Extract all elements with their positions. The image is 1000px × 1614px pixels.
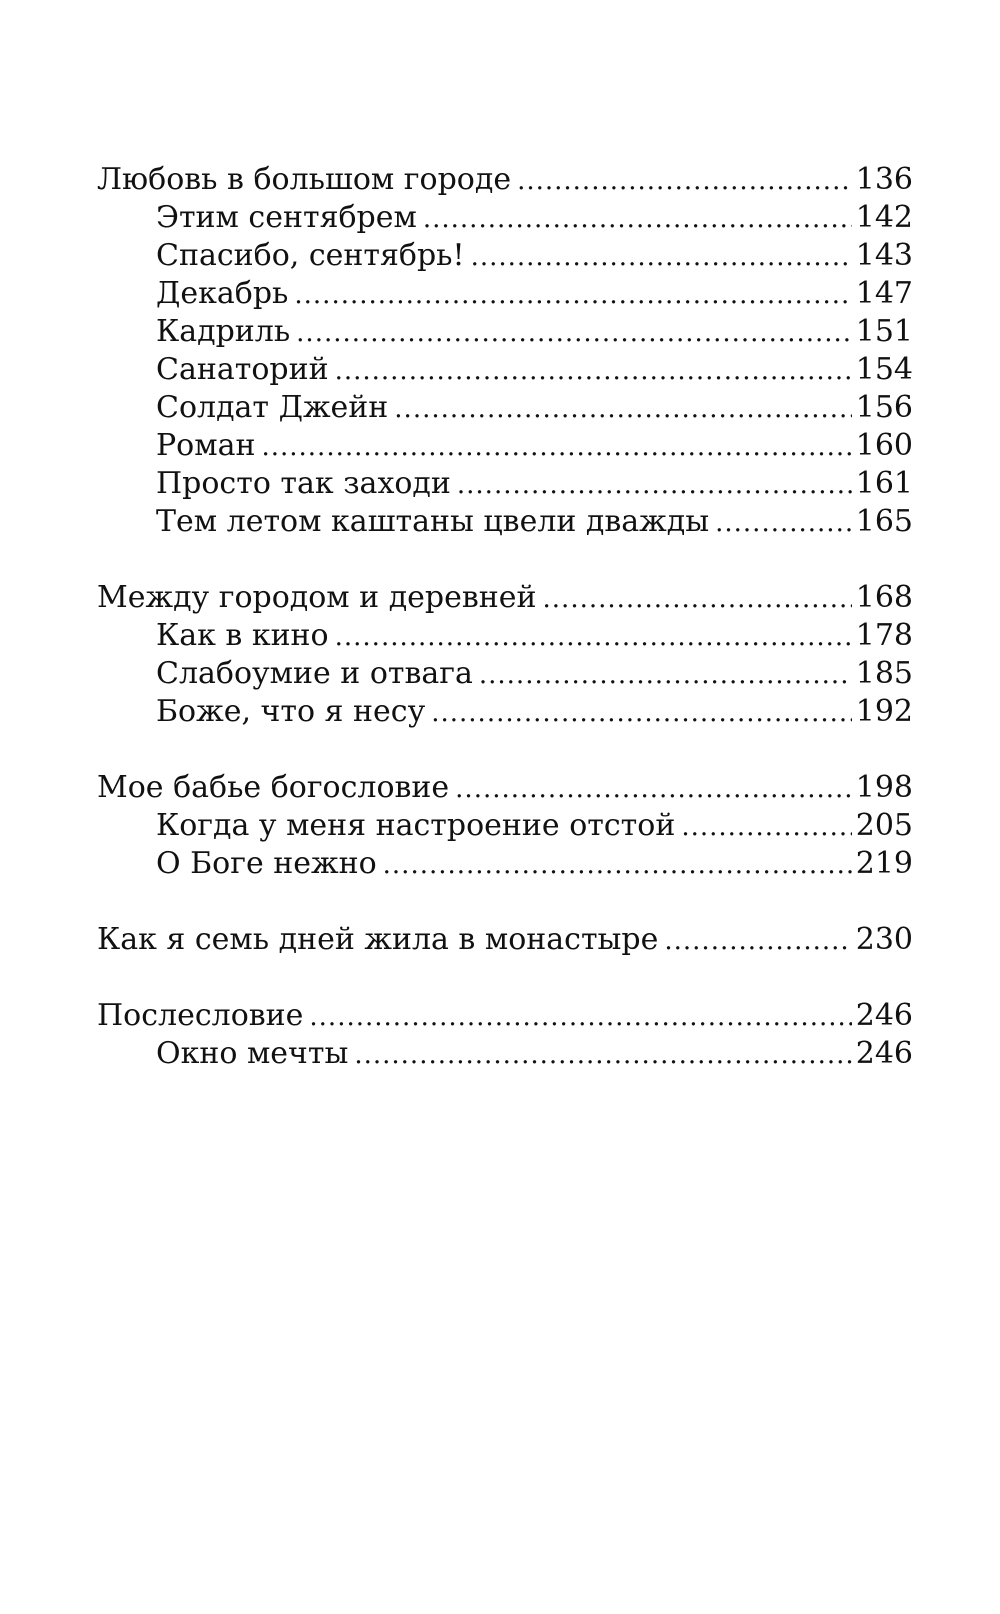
- toc-entry-title: О Боге нежно: [156, 846, 377, 881]
- toc-entry-page-number: 160: [855, 428, 913, 463]
- toc-entry-title: Боже, что я несу: [156, 694, 426, 729]
- toc-subentry[interactable]: [97, 1035, 913, 1073]
- dot-leader: [296, 314, 852, 352]
- toc-subentry[interactable]: [97, 389, 913, 427]
- toc-entry-page-number: 230: [855, 922, 913, 957]
- toc-section-monastery: [97, 921, 913, 959]
- toc-entry-title: Когда у меня настроение отстой: [156, 808, 676, 843]
- table-of-contents: [97, 161, 913, 1111]
- dot-leader: [479, 656, 852, 694]
- toc-chapter-entry[interactable]: [97, 769, 913, 807]
- dot-leader: [335, 618, 852, 656]
- toc-entry-title: Декабрь: [156, 276, 289, 311]
- toc-entry-page-number: 219: [855, 846, 913, 881]
- dot-leader: [543, 580, 852, 618]
- dot-leader: [309, 998, 851, 1036]
- dot-leader: [664, 922, 851, 960]
- toc-entry-page-number: 168: [855, 580, 913, 615]
- toc-subentry[interactable]: [97, 617, 913, 655]
- toc-subentry[interactable]: [97, 313, 913, 351]
- toc-entry-page-number: 178: [855, 618, 913, 653]
- toc-entry-title: Кадриль: [156, 314, 291, 349]
- toc-section-between-city-and-village: [97, 579, 913, 731]
- toc-entry-title: Слабоумие и отвага: [156, 656, 473, 691]
- toc-subentry[interactable]: [97, 427, 913, 465]
- toc-subentry[interactable]: [97, 807, 913, 845]
- toc-section-afterword: [97, 997, 913, 1073]
- toc-entry-title: Спасибо, сентябрь!: [156, 238, 465, 273]
- toc-entry-page-number: 143: [855, 238, 913, 273]
- toc-section-theology: [97, 769, 913, 883]
- dot-leader: [431, 694, 852, 732]
- dot-leader: [383, 846, 852, 884]
- dot-leader: [471, 238, 852, 276]
- toc-entry-title: Санаторий: [156, 352, 329, 387]
- dot-leader: [354, 1036, 851, 1074]
- toc-chapter-entry[interactable]: [97, 161, 913, 199]
- toc-subentry[interactable]: [97, 199, 913, 237]
- dot-leader: [394, 390, 851, 428]
- toc-entry-title: Мое бабье богословие: [97, 770, 450, 805]
- toc-subentry[interactable]: [97, 845, 913, 883]
- toc-entry-title: Этим сентябрем: [156, 200, 417, 235]
- toc-entry-page-number: 156: [855, 390, 913, 425]
- toc-entry-page-number: 198: [855, 770, 913, 805]
- toc-entry-page-number: 205: [855, 808, 913, 843]
- toc-subentry[interactable]: [97, 465, 913, 503]
- toc-entry-page-number: 136: [855, 162, 913, 197]
- toc-entry-title: Просто так заходи: [156, 466, 451, 501]
- toc-section-love-in-big-city: [97, 161, 913, 541]
- toc-entry-title: Окно мечты: [156, 1036, 349, 1071]
- toc-chapter-entry[interactable]: [97, 997, 913, 1035]
- toc-subentry[interactable]: [97, 693, 913, 731]
- toc-entry-title: Как в кино: [156, 618, 329, 653]
- dot-leader: [335, 352, 852, 390]
- dot-leader: [423, 200, 852, 238]
- dot-leader: [681, 808, 851, 846]
- dot-leader: [517, 162, 852, 200]
- toc-entry-title: Роман: [156, 428, 256, 463]
- dot-leader: [455, 770, 852, 808]
- toc-entry-page-number: 161: [855, 466, 913, 501]
- toc-subentry[interactable]: [97, 237, 913, 275]
- toc-subentry[interactable]: [97, 503, 913, 541]
- dot-leader: [457, 466, 852, 504]
- toc-entry-page-number: 246: [855, 998, 913, 1033]
- toc-entry-page-number: 154: [855, 352, 913, 387]
- toc-entry-page-number: 147: [855, 276, 913, 311]
- toc-entry-title: Послесловие: [97, 998, 304, 1033]
- toc-entry-title: Тем летом каштаны цвели дважды: [156, 504, 710, 539]
- toc-subentry[interactable]: [97, 275, 913, 313]
- toc-entry-page-number: 165: [855, 504, 913, 539]
- toc-entry-page-number: 142: [855, 200, 913, 235]
- toc-entry-title: Как я семь дней жила в монастыре: [97, 922, 659, 957]
- toc-subentry[interactable]: [97, 351, 913, 389]
- dot-leader: [715, 504, 852, 542]
- dot-leader: [261, 428, 851, 466]
- toc-chapter-entry[interactable]: [97, 579, 913, 617]
- toc-entry-title: Любовь в большом городе: [97, 162, 512, 197]
- toc-entry-page-number: 185: [855, 656, 913, 691]
- toc-entry-title: Между городом и деревней: [97, 580, 537, 615]
- toc-entry-page-number: 192: [855, 694, 913, 729]
- dot-leader: [294, 276, 851, 314]
- toc-chapter-entry[interactable]: [97, 921, 913, 959]
- toc-entry-page-number: 151: [855, 314, 913, 349]
- toc-entry-title: Солдат Джейн: [156, 390, 389, 425]
- toc-subentry[interactable]: [97, 655, 913, 693]
- toc-entry-page-number: 246: [855, 1036, 913, 1071]
